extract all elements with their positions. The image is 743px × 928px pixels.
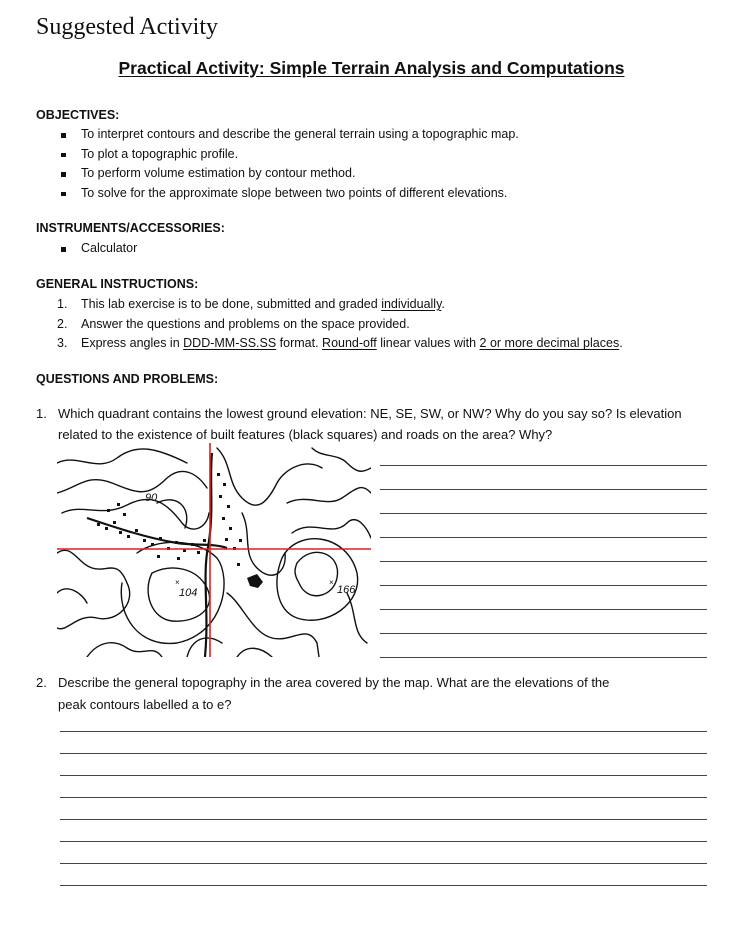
answer-line[interactable] [380,513,707,514]
answer-line[interactable] [380,633,707,634]
answer-line[interactable] [60,885,707,886]
spot-height-label: 166 [337,584,356,596]
svg-text:×: × [329,578,334,587]
page-title: Suggested Activity [36,14,218,40]
answer-line[interactable] [60,863,707,864]
answer-line[interactable] [380,561,707,562]
topographic-map [57,443,371,657]
questions-heading: QUESTIONS AND PROBLEMS: [36,372,219,386]
instructions-list [57,295,623,354]
answer-line[interactable] [60,797,707,798]
emphasis-text: individually [381,297,442,311]
emphasis-text: DDD-MM-SS.SS [183,336,277,351]
contour-label: 90 [145,492,158,504]
answer-line[interactable] [380,489,707,490]
emphasis-text: Round-off [322,336,377,351]
question-1: 1. Which quadrant contains the lowest ground elevation: NE, SE, SW, or NW? Why do you say so? Is elevation related to the existence of built features (black squares) and roads on the area? Why? [36,406,682,442]
answer-line[interactable] [380,465,707,466]
list-item: To perform volume estimation by contour method. [60,164,519,184]
emphasis-text: 2 or more decimal places [479,336,620,351]
answer-line[interactable] [60,731,707,732]
spot-height-label: 104 [179,587,198,599]
general-instructions-heading: GENERAL INSTRUCTIONS: [36,277,199,291]
answer-line[interactable] [380,585,707,586]
list-item: To interpret contours and describe the general terrain using a topographic map. [60,125,519,145]
activity-title: Practical Activity: Simple Terrain Analysis and Computations [118,58,625,78]
instruction-item: 3. Express angles in DDD-MM-SS.SS format. Round-off linear values with 2 or more decimal places. [57,336,623,351]
answer-line[interactable] [380,537,707,538]
answer-line[interactable] [60,753,707,754]
instruments-list [60,239,137,259]
answer-line[interactable] [60,775,707,776]
answer-line[interactable] [380,609,707,610]
list-item: Calculator [60,239,137,259]
objectives-list [60,125,519,203]
question-2: 2. Describe the general topography in the area covered by the map. What are the elevations of the peak contours labelled a to e? [36,675,610,712]
answer-line[interactable] [60,841,707,842]
list-item: To solve for the approximate slope between two points of different elevations. [60,184,519,204]
svg-text:×: × [175,578,180,587]
instruction-item: 2. Answer the questions and problems on the space provided. [57,316,410,331]
instruction-item: 1. This lab exercise is to be done, submitted and graded individually. [57,297,445,311]
answer-line[interactable] [380,657,707,658]
objectives-heading: OBJECTIVES: [36,108,120,122]
answer-line[interactable] [60,819,707,820]
instruments-heading: INSTRUMENTS/ACCESSORIES: [36,221,225,235]
list-item: To plot a topographic profile. [60,145,519,165]
